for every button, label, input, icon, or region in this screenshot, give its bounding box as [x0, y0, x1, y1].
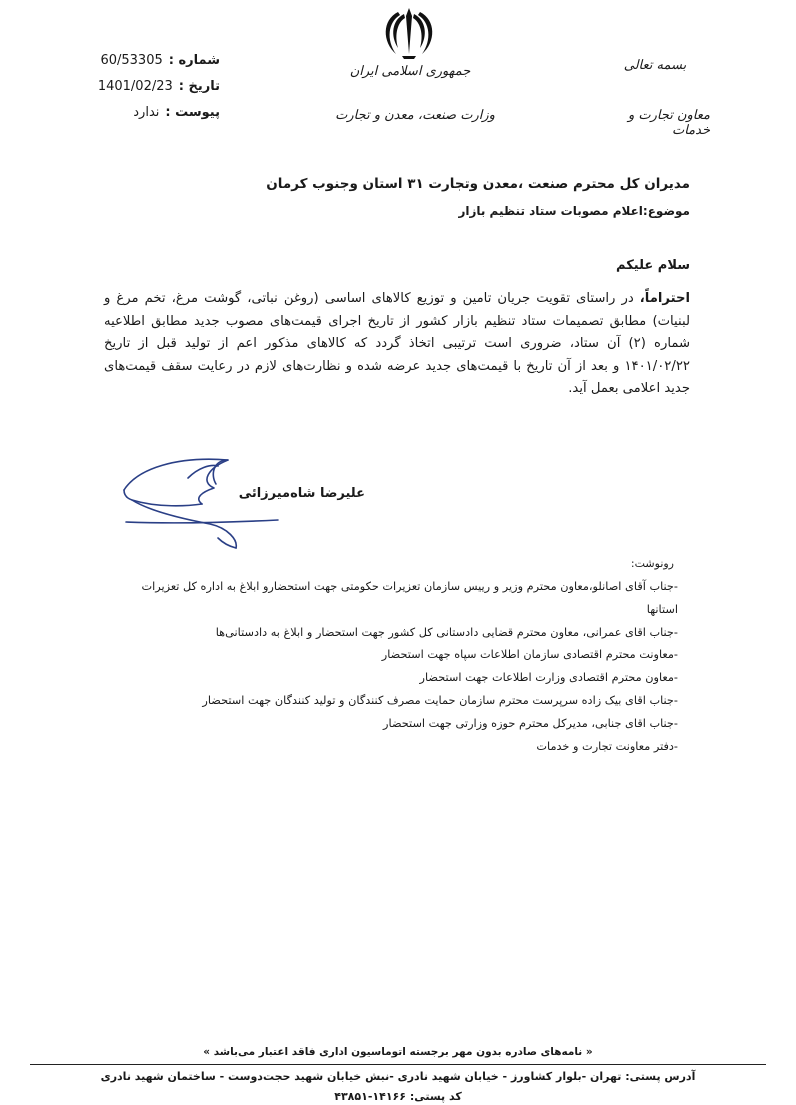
body-salutation: احتراماً، — [639, 291, 690, 306]
signer-name: علیرضا شاه‌میرزائی — [238, 486, 365, 501]
cc-title: رونوشت: — [630, 557, 674, 570]
cc-item: -جناب اقای جنابی، مدیرکل محترم حوزه وزارتی جهت استحضار — [383, 716, 678, 730]
footer-postal-code: کد پستی: ۱۴۱۶۶-۴۳۸۵۱ — [334, 1090, 462, 1103]
number-row — [70, 48, 220, 74]
cc-item: -معاونت محترم اقتصادی سازمان اطلاعات سپاه جهت استحضار — [381, 648, 678, 662]
recipient: مدیران کل محترم صنعت ،معدن وتجارت ۳۱ استان وجنوب کرمان — [266, 176, 690, 192]
body-text: در راستای تقویت جریان تامین و توزیع کالاهای اساسی (روغن نباتی، گوشت مرغ، تخم مرغ و لبنیات) مطابق تصمیمات ستاد تنظیم بازار کشور از تاریخ اجرای قیمت‌های مصوب جدید مطابق اطلاعیه شماره (۲) آن ستاد، ضروری است ترتیبی اتخاذ گردد که کالاهای مذکور اعم از تولید قبل از تاریخ ۱۴۰۱/۰۲/۲۲ و بعد از آن تاریخ با قیمت‌های جدید عرضه شده و نظارت‌های لازم در رعایت سقف قیمت‌های جدید اعلامی بعمل آید. — [104, 291, 691, 397]
republic-name: جمهوری اسلامی ایران — [349, 64, 471, 79]
handwritten-signature — [118, 448, 348, 556]
letter-meta — [70, 48, 220, 126]
attachment-row — [70, 100, 220, 126]
greeting: سلام علیکم — [616, 258, 690, 273]
date-label: تاریخ : — [178, 79, 220, 94]
cc-item: -جناب آقای اصانلو،معاون محترم وزیر و رییس سازمان تعزیرات حکومتی جهت استحضارو ابلاغ به اداره کل تعزیرات استانها — [141, 580, 678, 616]
footer-address: آدرس پستی: تهران -بلوار کشاورز - خیابان شهید نادری -نبش خیابان شهید حجت‌دوست - ساختمان شهید نادری — [100, 1070, 696, 1083]
cc-item: -جناب اقای بیک زاده سرپرست محترم سازمان حمایت مصرف کنندگان و تولید کنندگان جهت استحضار — [202, 693, 678, 707]
footer-divider — [30, 1064, 766, 1065]
cc-list — [108, 576, 678, 758]
number-label: شماره : — [168, 53, 220, 68]
attachment-value: ندارد — [133, 105, 160, 120]
date-value: 1401/02/23 — [97, 79, 173, 94]
date-row — [70, 74, 220, 100]
number-value: 60/53305 — [100, 53, 163, 68]
ministry-name: وزارت صنعت، معدن و تجارت — [335, 108, 495, 123]
footer-note: « نامه‌های صادره بدون مهر برجسته اتوماسیون اداری فاقد اعتبار می‌باشد » — [203, 1046, 593, 1058]
iran-emblem-icon — [378, 4, 440, 62]
attachment-label: پیوست : — [165, 105, 220, 120]
deputy-title: معاون تجارت و خدمات — [627, 108, 710, 138]
subject: موضوع:اعلام مصوبات ستاد تنظیم بازار — [458, 204, 690, 218]
cc-item: -معاون محترم اقتصادی وزارت اطلاعات جهت استحضار — [419, 671, 678, 685]
cc-item: -جناب اقای عمرانی، معاون محترم قضایی دادستانی کل کشور جهت استحضار و ابلاغ به دادستانی‌ها — [215, 625, 678, 639]
basmala: بسمه تعالی — [623, 58, 687, 73]
body-paragraph — [104, 288, 690, 401]
cc-item: -دفتر معاونت تجارت و خدمات — [536, 739, 678, 753]
